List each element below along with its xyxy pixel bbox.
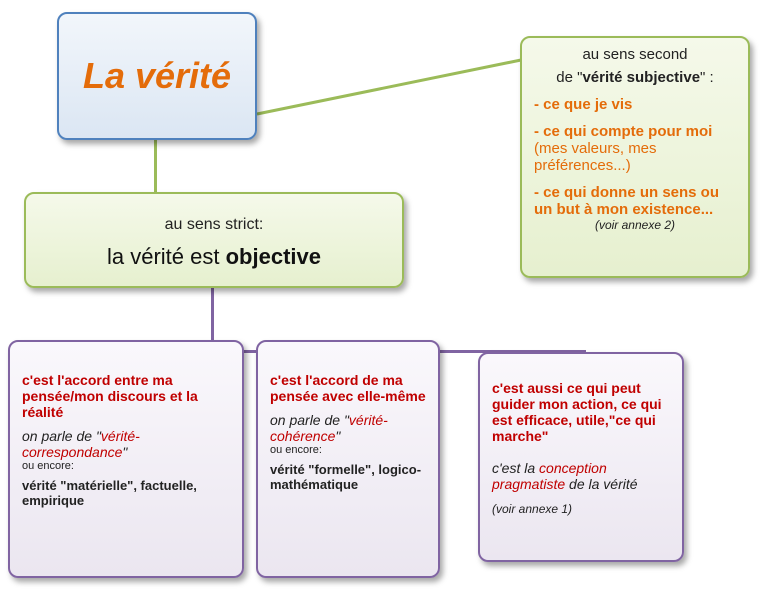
- pragmatist-node: [478, 352, 684, 562]
- title-text: La vérité: [82, 55, 232, 96]
- col2-parle-term: vérité-cohérence: [270, 412, 388, 444]
- second-line2-prefix: de ": [556, 69, 583, 86]
- col3-concept-suffix: de la vérité: [565, 476, 638, 492]
- title-node: [57, 12, 257, 140]
- col3-note: (voir annexe 1): [492, 502, 573, 516]
- col1-parle-prefix: on parle de ": [22, 428, 101, 444]
- second-line1: au sens second: [582, 46, 688, 63]
- second-item2-rest: (mes valeurs, mes préférences...): [534, 140, 657, 174]
- second-line2: [534, 69, 736, 86]
- col2-types: vérité "formelle", logico-mathématique: [270, 462, 422, 492]
- strict-sense-node: [24, 192, 404, 288]
- second-item2-bold: - ce qui compte pour moi: [534, 123, 713, 140]
- col1-encore: ou encore:: [22, 460, 74, 472]
- strict-line2-bold: objective: [225, 244, 321, 269]
- col1-parle-term: vérité-correspondance: [22, 428, 140, 460]
- strict-line2: [26, 244, 402, 270]
- col2-parle-suffix: ": [335, 428, 341, 444]
- col1-parle: [22, 428, 230, 460]
- second-item3: - ce qui donne un sens ou un but à mon existence...: [534, 184, 720, 218]
- second-item1: - ce que je vis: [534, 96, 633, 113]
- strict-line1: au sens strict:: [164, 216, 264, 233]
- col1-parle-suffix: ": [122, 444, 128, 460]
- col3-concept-prefix: c'est la: [492, 460, 540, 476]
- strict-line2-prefix: la vérité est: [107, 244, 226, 269]
- col2-parle: [270, 412, 426, 444]
- col2-encore: ou encore:: [270, 444, 322, 456]
- coherence-node: [256, 340, 440, 578]
- second-line2-bold: vérité subjective: [582, 69, 701, 86]
- col1-heading: c'est l'accord entre ma pensée/mon discours et la réalité: [22, 372, 198, 420]
- col2-heading: c'est l'accord de ma pensée avec elle-même: [270, 372, 426, 404]
- col3-heading: c'est aussi ce qui peut guider mon action, ce qui est efficace, utile,"ce qui marche": [492, 380, 662, 444]
- second-sense-node: [520, 36, 750, 278]
- col3-concept: [492, 460, 670, 492]
- second-line2-suffix: " :: [700, 69, 714, 86]
- col1-types: vérité "matérielle", factuelle, empirique: [22, 478, 197, 508]
- col2-parle-prefix: on parle de ": [270, 412, 349, 428]
- second-note: (voir annexe 2): [594, 218, 676, 232]
- col3-concept-term: conception pragmatiste: [492, 460, 607, 492]
- second-item2: [534, 123, 736, 174]
- correspondence-node: [8, 340, 244, 578]
